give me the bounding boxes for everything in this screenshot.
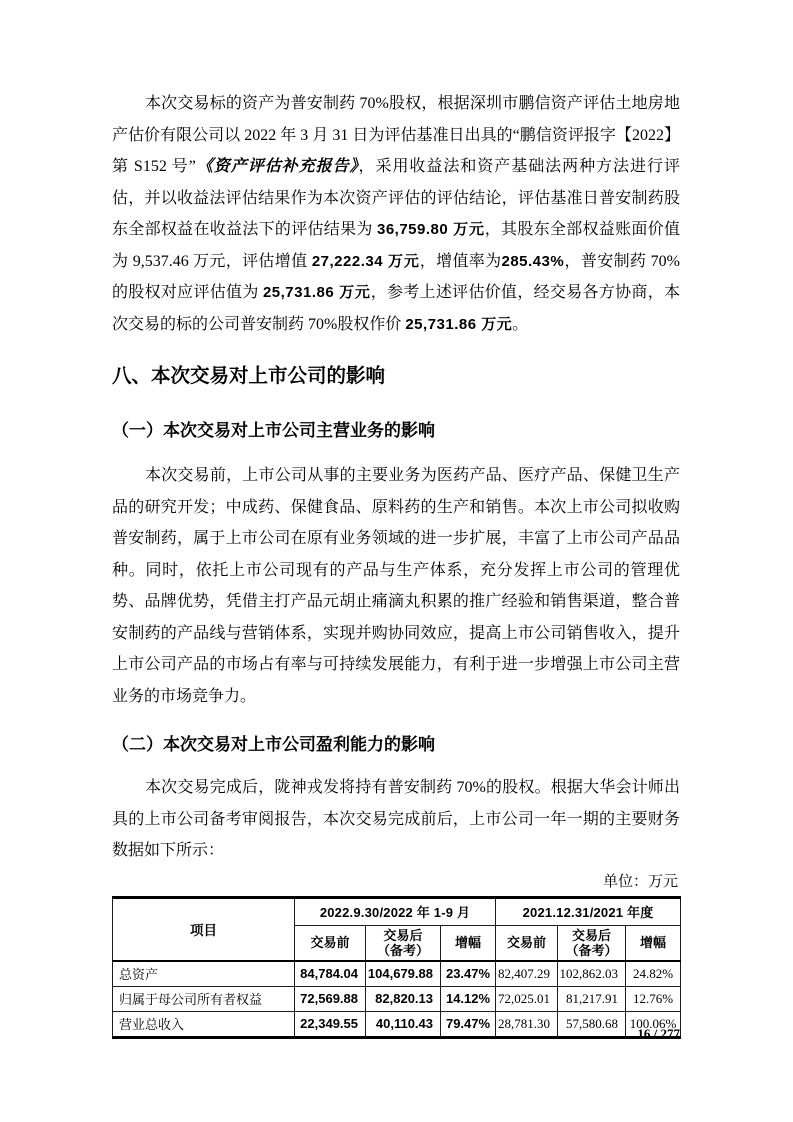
table-unit-label: 单位：万元 — [602, 873, 678, 890]
paragraph-main-business-impact: 本次交易前，上市公司从事的主要业务为医药产品、医疗产品、保健卫生产品的研究开发；中成药、保健食品、原料药的生产和销售。本次上市公司拟收购普安制药，属于上市公司在原有业务领域的进一步扩展，丰富了上市公司产品品种。同时，依托上市公司现有的产品与生产体系，充分发挥上市公司的管理优势、品牌优势，凭借主打产品元胡止痛滴丸积累的推广经验和销售渠道，整合普安制药的产品线与营销体系，实现并购协同效应，提高上市公司销售收入，提升上市公司产品的市场占有率与可持续发展能力，有利于进一步增强上市公司主营业务的市场竞争力。 — [112, 467, 680, 705]
heading-subsection-1: （一）本次交易对上市公司主营业务的影响 — [112, 421, 435, 440]
cell-2022-pre: 84,784.04 — [295, 961, 366, 987]
table-row-total-assets — [113, 961, 681, 987]
col-header-post-2021 — [558, 925, 626, 961]
row-item-label: 总资产 — [113, 961, 295, 987]
text-run: ，增值率为 — [419, 252, 502, 270]
table-row-parent-equity — [113, 986, 681, 1011]
text-run: 本次交易标的资产为普安制药 70%股权，根据深圳市鹏信资产评估土地房地产估价有限公司以 2022 年 3 月 31 日为评估基准日出具的“鹏信资评报字【2022】第 S152 号” — [112, 95, 680, 175]
cell-2022-change: 23.47% — [441, 961, 496, 987]
col-header-change-2021: 增幅 — [626, 925, 681, 961]
value-appraisal-result: 36,759.80 万元 — [376, 221, 485, 238]
col-group-2022: 2022.9.30/2022 年 1-9 月 — [295, 897, 496, 925]
cell-2022-post: 104,679.88 — [366, 961, 441, 987]
cell-2021-post: 57,580.68 — [558, 1011, 626, 1037]
row-item-label: 归属于母公司所有者权益 — [113, 986, 295, 1011]
cell-2022-change: 14.12% — [441, 986, 496, 1011]
col-header-change-2022: 增幅 — [441, 925, 496, 961]
cell-2021-post: 81,217.91 — [558, 986, 626, 1011]
cell-2022-post: 82,820.13 — [366, 986, 441, 1011]
paragraph-valuation — [112, 88, 680, 340]
col-header-post-2022 — [366, 925, 441, 961]
value-appreciation-rate: 285.43% — [501, 252, 565, 270]
cell-2021-change: 24.82% — [626, 961, 681, 987]
cell-2021-change: 12.76% — [626, 986, 681, 1011]
col-header-pre-2021: 交易前 — [496, 925, 558, 961]
cell-2021-pre: 82,407.29 — [496, 961, 558, 987]
col-header-item: 项目 — [113, 897, 295, 961]
cell-2022-pre: 72,569.88 — [295, 986, 366, 1011]
col-header-pre-2022: 交易前 — [295, 925, 366, 961]
page-content — [112, 88, 680, 1039]
cell-2021-pre: 72,025.01 — [496, 986, 558, 1011]
report-title-emphasis: 《资产评估补充报告》 — [195, 158, 359, 175]
cell-2022-pre: 22,349.55 — [295, 1011, 366, 1037]
text-run: 。 — [512, 315, 529, 333]
value-equity-appraisal: 25,731.86 万元 — [262, 284, 371, 301]
col-header-post-line2: （备考） — [376, 942, 429, 958]
page-number: 16 / 277 — [637, 1026, 680, 1041]
text-run: ，采用收益法和资产基础法两种方法进行评估，并以收益法评估结果作为本次资产评估的评估结论，评估基准日普安制药股东全部权益在收益法下的评估结果为 — [112, 158, 680, 238]
text-run: ，其股东全部权益账面价值为 9,537.46 万元，评估增值 — [112, 221, 680, 270]
table-group-header-row — [113, 897, 681, 925]
col-header-post-line1: 交易后 — [383, 927, 423, 943]
heading-section-8: 八、本次交易对上市公司的影响 — [112, 365, 386, 387]
cell-2022-post: 40,110.43 — [366, 1011, 441, 1037]
col-header-post-line1: 交易后 — [572, 927, 612, 943]
cell-2021-change: 100.06% — [626, 1011, 681, 1037]
value-appreciation: 27,222.34 万元 — [311, 252, 420, 270]
text-run: ，普安制药 70%的股权对应评估值为 — [112, 252, 680, 301]
col-header-post-line2: （备考） — [565, 942, 618, 958]
cell-2021-post: 102,862.03 — [558, 961, 626, 987]
col-group-2021: 2021.12.31/2021 年度 — [496, 897, 681, 925]
paragraph-profitability-impact: 本次交易完成后，陇神戎发将持有普安制药 70%的股权。根据大华会计师出具的上市公司备考审阅报告，本次交易完成前后，上市公司一年一期的主要财务数据如下所示： — [112, 779, 680, 859]
heading-subsection-2: （二）本次交易对上市公司盈利能力的影响 — [112, 735, 435, 754]
cell-2022-change: 79.47% — [441, 1011, 496, 1037]
text-run: ，参考上述评估价值，经交易各方协商，本次交易的标的公司普安制药 70%股权作价 — [112, 284, 680, 333]
value-transaction-price: 25,731.86 万元 — [405, 315, 513, 333]
cell-2021-pre: 28,781.30 — [496, 1011, 558, 1037]
pro-forma-financial-table — [112, 896, 681, 1039]
row-item-label: 营业总收入 — [113, 1011, 295, 1037]
